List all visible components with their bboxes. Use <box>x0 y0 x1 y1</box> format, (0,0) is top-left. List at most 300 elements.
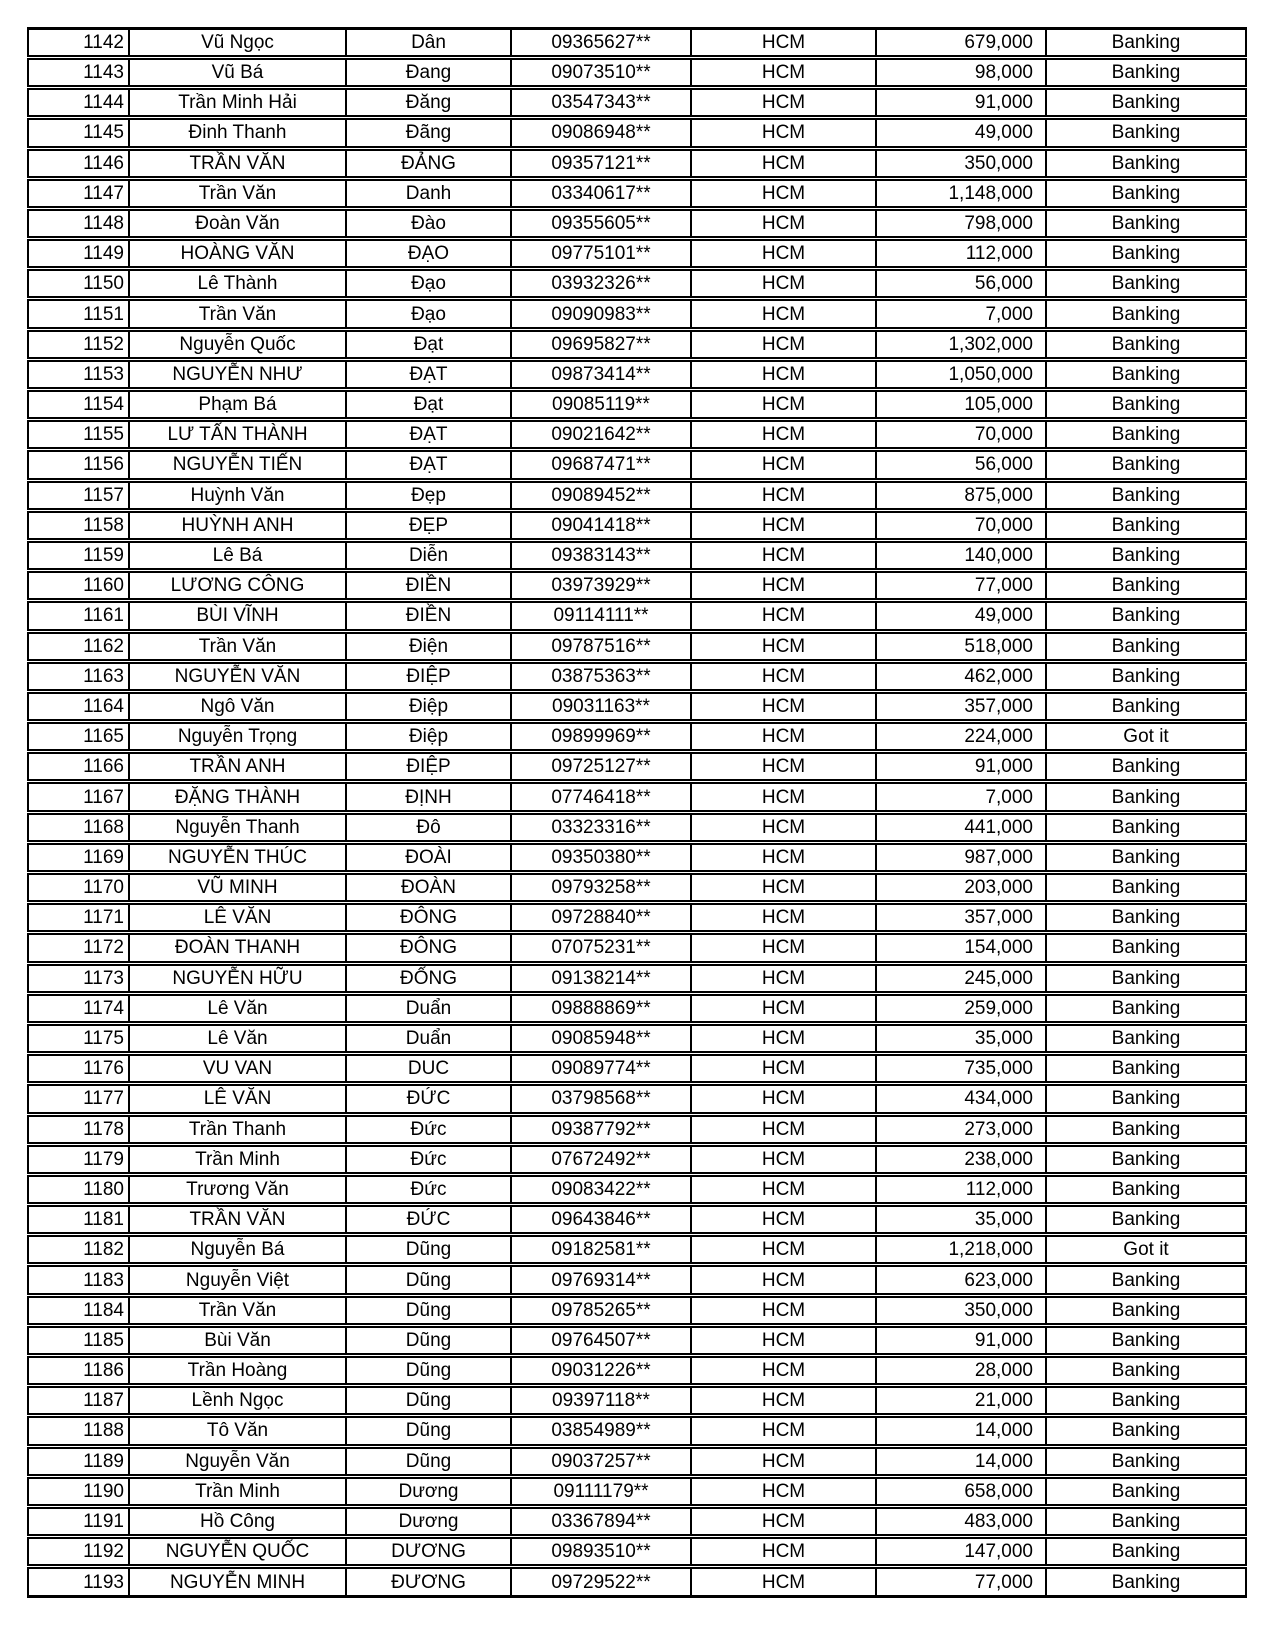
cell-last-name: Điện <box>346 631 511 661</box>
cell-first-name: Tô Văn <box>129 1416 346 1446</box>
cell-last-name: Diễn <box>346 540 511 570</box>
table-row <box>28 903 1246 933</box>
cell-phone: 09729522** <box>511 1567 691 1597</box>
cell-id: 1168 <box>28 812 129 842</box>
cell-amount: 21,000 <box>876 1386 1046 1416</box>
cell-last-name: Đạt <box>346 390 511 420</box>
cell-amount: 238,000 <box>876 1144 1046 1174</box>
cell-amount: 105,000 <box>876 390 1046 420</box>
cell-amount: 77,000 <box>876 1567 1046 1597</box>
table-row <box>28 873 1246 903</box>
cell-city: HCM <box>691 1144 876 1174</box>
cell-amount: 14,000 <box>876 1446 1046 1476</box>
cell-phone: 09873414** <box>511 359 691 389</box>
cell-id: 1145 <box>28 118 129 148</box>
table-row <box>28 57 1246 87</box>
table-row <box>28 148 1246 178</box>
cell-phone: 09138214** <box>511 963 691 993</box>
cell-amount: 35,000 <box>876 1205 1046 1235</box>
cell-city: HCM <box>691 1446 876 1476</box>
table-row <box>28 812 1246 842</box>
cell-id: 1171 <box>28 903 129 933</box>
cell-last-name: Danh <box>346 178 511 208</box>
cell-id: 1165 <box>28 722 129 752</box>
cell-phone: 09397118** <box>511 1386 691 1416</box>
cell-id: 1157 <box>28 480 129 510</box>
cell-city: HCM <box>691 1174 876 1204</box>
cell-city: HCM <box>691 1386 876 1416</box>
cell-city: HCM <box>691 1416 876 1446</box>
table-row <box>28 1023 1246 1053</box>
cell-first-name: TRẦN VĂN <box>129 1205 346 1235</box>
cell-id: 1181 <box>28 1205 129 1235</box>
cell-first-name: Trần Văn <box>129 178 346 208</box>
cell-status: Banking <box>1046 239 1246 269</box>
cell-id: 1142 <box>28 29 129 58</box>
cell-status: Banking <box>1046 329 1246 359</box>
cell-phone: 03798568** <box>511 1084 691 1114</box>
cell-amount: 658,000 <box>876 1476 1046 1506</box>
cell-city: HCM <box>691 510 876 540</box>
cell-id: 1167 <box>28 782 129 812</box>
cell-city: HCM <box>691 1054 876 1084</box>
cell-city: HCM <box>691 571 876 601</box>
cell-first-name: Đinh Thanh <box>129 118 346 148</box>
cell-first-name: Ngô Văn <box>129 691 346 721</box>
cell-phone: 09037257** <box>511 1446 691 1476</box>
cell-amount: 56,000 <box>876 450 1046 480</box>
cell-city: HCM <box>691 118 876 148</box>
cell-last-name: ĐIỆP <box>346 752 511 782</box>
cell-first-name: Bùi Văn <box>129 1325 346 1355</box>
cell-phone: 09355605** <box>511 208 691 238</box>
cell-amount: 735,000 <box>876 1054 1046 1084</box>
cell-phone: 09769314** <box>511 1265 691 1295</box>
cell-phone: 09728840** <box>511 903 691 933</box>
cell-amount: 623,000 <box>876 1265 1046 1295</box>
cell-last-name: Điệp <box>346 691 511 721</box>
cell-phone: 03323316** <box>511 812 691 842</box>
cell-status: Banking <box>1046 1205 1246 1235</box>
cell-id: 1190 <box>28 1476 129 1506</box>
cell-first-name: TRẦN VĂN <box>129 148 346 178</box>
cell-id: 1193 <box>28 1567 129 1597</box>
cell-id: 1149 <box>28 239 129 269</box>
cell-last-name: Đăng <box>346 88 511 118</box>
cell-last-name: Đang <box>346 57 511 87</box>
cell-id: 1162 <box>28 631 129 661</box>
cell-phone: 09775101** <box>511 239 691 269</box>
cell-phone: 09899969** <box>511 722 691 752</box>
table-row <box>28 1506 1246 1536</box>
cell-status: Banking <box>1046 631 1246 661</box>
cell-id: 1154 <box>28 390 129 420</box>
cell-first-name: Trương Văn <box>129 1174 346 1204</box>
cell-amount: 147,000 <box>876 1537 1046 1567</box>
table-row <box>28 329 1246 359</box>
cell-city: HCM <box>691 450 876 480</box>
cell-last-name: Dũng <box>346 1356 511 1386</box>
table-row <box>28 1235 1246 1265</box>
cell-phone: 09073510** <box>511 57 691 87</box>
cell-status: Banking <box>1046 510 1246 540</box>
table-row <box>28 510 1246 540</box>
cell-status: Banking <box>1046 1537 1246 1567</box>
cell-last-name: ĐẠT <box>346 359 511 389</box>
cell-id: 1172 <box>28 933 129 963</box>
cell-first-name: Trần Hoàng <box>129 1356 346 1386</box>
cell-amount: 7,000 <box>876 299 1046 329</box>
cell-first-name: HUỲNH ANH <box>129 510 346 540</box>
cell-phone: 09041418** <box>511 510 691 540</box>
cell-id: 1183 <box>28 1265 129 1295</box>
cell-city: HCM <box>691 29 876 58</box>
cell-id: 1175 <box>28 1023 129 1053</box>
cell-id: 1179 <box>28 1144 129 1174</box>
cell-status: Banking <box>1046 1174 1246 1204</box>
cell-phone: 07746418** <box>511 782 691 812</box>
cell-amount: 1,148,000 <box>876 178 1046 208</box>
cell-status: Banking <box>1046 1386 1246 1416</box>
cell-amount: 112,000 <box>876 239 1046 269</box>
cell-id: 1147 <box>28 178 129 208</box>
cell-last-name: Dũng <box>346 1446 511 1476</box>
cell-status: Banking <box>1046 420 1246 450</box>
cell-id: 1192 <box>28 1537 129 1567</box>
cell-status: Banking <box>1046 1144 1246 1174</box>
cell-last-name: ĐƯƠNG <box>346 1567 511 1597</box>
cell-city: HCM <box>691 782 876 812</box>
table-row <box>28 1325 1246 1355</box>
cell-amount: 483,000 <box>876 1506 1046 1536</box>
cell-last-name: ĐỐNG <box>346 963 511 993</box>
cell-first-name: TRẦN ANH <box>129 752 346 782</box>
cell-last-name: Dũng <box>346 1235 511 1265</box>
cell-last-name: ĐIỆP <box>346 661 511 691</box>
cell-status: Banking <box>1046 1114 1246 1144</box>
cell-amount: 245,000 <box>876 963 1046 993</box>
cell-status: Banking <box>1046 1476 1246 1506</box>
cell-first-name: LƯ TẤN THÀNH <box>129 420 346 450</box>
cell-phone: 09785265** <box>511 1295 691 1325</box>
cell-city: HCM <box>691 752 876 782</box>
cell-first-name: Huỳnh Văn <box>129 480 346 510</box>
cell-city: HCM <box>691 963 876 993</box>
cell-last-name: Duẩn <box>346 993 511 1023</box>
cell-city: HCM <box>691 842 876 872</box>
cell-id: 1152 <box>28 329 129 359</box>
cell-last-name: ĐỨC <box>346 1205 511 1235</box>
cell-id: 1164 <box>28 691 129 721</box>
cell-first-name: Nguyễn Việt <box>129 1265 346 1295</box>
cell-first-name: NGUYỄN TIẾN <box>129 450 346 480</box>
cell-first-name: Trần Thanh <box>129 1114 346 1144</box>
cell-phone: 03973929** <box>511 571 691 601</box>
cell-amount: 434,000 <box>876 1084 1046 1114</box>
table-row <box>28 963 1246 993</box>
cell-status: Banking <box>1046 269 1246 299</box>
cell-id: 1159 <box>28 540 129 570</box>
cell-last-name: Đức <box>346 1114 511 1144</box>
cell-amount: 679,000 <box>876 29 1046 58</box>
cell-first-name: Trần Minh <box>129 1144 346 1174</box>
cell-id: 1173 <box>28 963 129 993</box>
cell-phone: 09031226** <box>511 1356 691 1386</box>
cell-phone: 03340617** <box>511 178 691 208</box>
records-table <box>27 27 1247 1598</box>
cell-amount: 14,000 <box>876 1416 1046 1446</box>
cell-last-name: ĐÔNG <box>346 933 511 963</box>
cell-amount: 91,000 <box>876 752 1046 782</box>
cell-id: 1166 <box>28 752 129 782</box>
cell-last-name: Điệp <box>346 722 511 752</box>
cell-status: Banking <box>1046 480 1246 510</box>
cell-id: 1161 <box>28 601 129 631</box>
cell-city: HCM <box>691 1506 876 1536</box>
cell-city: HCM <box>691 1205 876 1235</box>
cell-phone: 03875363** <box>511 661 691 691</box>
cell-first-name: Hồ Công <box>129 1506 346 1536</box>
cell-status: Banking <box>1046 1084 1246 1114</box>
cell-id: 1150 <box>28 269 129 299</box>
table-row <box>28 239 1246 269</box>
cell-first-name: Trần Văn <box>129 299 346 329</box>
cell-last-name: Đạo <box>346 299 511 329</box>
cell-first-name: Trần Minh Hải <box>129 88 346 118</box>
cell-city: HCM <box>691 1084 876 1114</box>
cell-first-name: Vũ Bá <box>129 57 346 87</box>
cell-id: 1151 <box>28 299 129 329</box>
cell-amount: 441,000 <box>876 812 1046 842</box>
table-row <box>28 1416 1246 1446</box>
table-row <box>28 359 1246 389</box>
cell-amount: 56,000 <box>876 269 1046 299</box>
cell-phone: 09114111** <box>511 601 691 631</box>
cell-phone: 09021642** <box>511 420 691 450</box>
cell-last-name: ĐỊNH <box>346 782 511 812</box>
table-row <box>28 178 1246 208</box>
cell-amount: 35,000 <box>876 1023 1046 1053</box>
table-row <box>28 540 1246 570</box>
table-row <box>28 691 1246 721</box>
cell-id: 1178 <box>28 1114 129 1144</box>
cell-city: HCM <box>691 631 876 661</box>
cell-city: HCM <box>691 1356 876 1386</box>
cell-phone: 09031163** <box>511 691 691 721</box>
cell-last-name: Dương <box>346 1476 511 1506</box>
cell-first-name: Đoàn Văn <box>129 208 346 238</box>
table-row <box>28 571 1246 601</box>
cell-status: Got it <box>1046 1235 1246 1265</box>
cell-last-name: ĐOÀN <box>346 873 511 903</box>
cell-first-name: LÊ VĂN <box>129 1084 346 1114</box>
cell-status: Banking <box>1046 540 1246 570</box>
cell-phone: 09725127** <box>511 752 691 782</box>
cell-last-name: ĐOÀI <box>346 842 511 872</box>
cell-last-name: Đãng <box>346 118 511 148</box>
cell-status: Banking <box>1046 842 1246 872</box>
cell-first-name: Trần Minh <box>129 1476 346 1506</box>
cell-first-name: Lê Bá <box>129 540 346 570</box>
table-row <box>28 631 1246 661</box>
cell-phone: 09085119** <box>511 390 691 420</box>
cell-amount: 77,000 <box>876 571 1046 601</box>
cell-status: Banking <box>1046 691 1246 721</box>
cell-status: Banking <box>1046 1054 1246 1084</box>
cell-phone: 09086948** <box>511 118 691 148</box>
cell-amount: 875,000 <box>876 480 1046 510</box>
cell-last-name: ĐẠO <box>346 239 511 269</box>
cell-first-name: NGUYỄN NHƯ <box>129 359 346 389</box>
cell-amount: 49,000 <box>876 118 1046 148</box>
cell-amount: 462,000 <box>876 661 1046 691</box>
cell-first-name: ĐẶNG THÀNH <box>129 782 346 812</box>
cell-phone: 09764507** <box>511 1325 691 1355</box>
cell-status: Banking <box>1046 1023 1246 1053</box>
cell-phone: 09089774** <box>511 1054 691 1084</box>
cell-status: Banking <box>1046 1295 1246 1325</box>
table-row <box>28 208 1246 238</box>
cell-first-name: Lê Văn <box>129 993 346 1023</box>
table-row <box>28 29 1246 58</box>
cell-city: HCM <box>691 903 876 933</box>
cell-status: Banking <box>1046 933 1246 963</box>
cell-status: Banking <box>1046 1416 1246 1446</box>
cell-last-name: Đạo <box>346 269 511 299</box>
cell-last-name: Dân <box>346 29 511 58</box>
cell-first-name: Nguyễn Trọng <box>129 722 346 752</box>
cell-id: 1148 <box>28 208 129 238</box>
table-row <box>28 1205 1246 1235</box>
cell-id: 1176 <box>28 1054 129 1084</box>
cell-status: Banking <box>1046 118 1246 148</box>
cell-city: HCM <box>691 1023 876 1053</box>
cell-id: 1180 <box>28 1174 129 1204</box>
cell-first-name: Lềnh Ngọc <box>129 1386 346 1416</box>
table-row <box>28 661 1246 691</box>
cell-status: Got it <box>1046 722 1246 752</box>
cell-status: Banking <box>1046 812 1246 842</box>
cell-last-name: Dũng <box>346 1265 511 1295</box>
cell-phone: 09383143** <box>511 540 691 570</box>
cell-amount: 70,000 <box>876 510 1046 540</box>
cell-first-name: VŨ MINH <box>129 873 346 903</box>
cell-phone: 09687471** <box>511 450 691 480</box>
cell-city: HCM <box>691 1295 876 1325</box>
cell-id: 1177 <box>28 1084 129 1114</box>
cell-amount: 798,000 <box>876 208 1046 238</box>
cell-id: 1143 <box>28 57 129 87</box>
cell-city: HCM <box>691 359 876 389</box>
cell-status: Banking <box>1046 1356 1246 1386</box>
cell-city: HCM <box>691 57 876 87</box>
table-row <box>28 390 1246 420</box>
cell-phone: 09893510** <box>511 1537 691 1567</box>
table-row <box>28 1054 1246 1084</box>
table-row <box>28 88 1246 118</box>
cell-id: 1182 <box>28 1235 129 1265</box>
cell-last-name: ĐÔNG <box>346 903 511 933</box>
cell-first-name: Lê Văn <box>129 1023 346 1053</box>
cell-first-name: Nguyễn Thanh <box>129 812 346 842</box>
cell-status: Banking <box>1046 752 1246 782</box>
cell-city: HCM <box>691 269 876 299</box>
table-row <box>28 601 1246 631</box>
cell-status: Banking <box>1046 178 1246 208</box>
cell-first-name: HOÀNG VĂN <box>129 239 346 269</box>
cell-city: HCM <box>691 1114 876 1144</box>
cell-id: 1186 <box>28 1356 129 1386</box>
cell-last-name: Đô <box>346 812 511 842</box>
cell-city: HCM <box>691 88 876 118</box>
cell-city: HCM <box>691 1235 876 1265</box>
cell-city: HCM <box>691 239 876 269</box>
table-row <box>28 842 1246 872</box>
table-row <box>28 752 1246 782</box>
cell-amount: 987,000 <box>876 842 1046 872</box>
cell-phone: 09695827** <box>511 329 691 359</box>
cell-status: Banking <box>1046 903 1246 933</box>
cell-city: HCM <box>691 993 876 1023</box>
cell-first-name: Lê Thành <box>129 269 346 299</box>
cell-phone: 03547343** <box>511 88 691 118</box>
cell-id: 1158 <box>28 510 129 540</box>
table-row <box>28 1144 1246 1174</box>
cell-id: 1185 <box>28 1325 129 1355</box>
cell-amount: 140,000 <box>876 540 1046 570</box>
cell-phone: 07672492** <box>511 1144 691 1174</box>
table-row <box>28 420 1246 450</box>
cell-last-name: Đẹp <box>346 480 511 510</box>
cell-phone: 09111179** <box>511 1476 691 1506</box>
cell-first-name: Phạm Bá <box>129 390 346 420</box>
cell-status: Banking <box>1046 208 1246 238</box>
cell-phone: 09793258** <box>511 873 691 903</box>
table-row <box>28 1356 1246 1386</box>
cell-amount: 203,000 <box>876 873 1046 903</box>
cell-status: Banking <box>1046 359 1246 389</box>
cell-amount: 350,000 <box>876 1295 1046 1325</box>
cell-phone: 07075231** <box>511 933 691 963</box>
cell-amount: 49,000 <box>876 601 1046 631</box>
cell-first-name: NGUYỄN VĂN <box>129 661 346 691</box>
cell-status: Banking <box>1046 1567 1246 1597</box>
cell-city: HCM <box>691 1537 876 1567</box>
cell-amount: 350,000 <box>876 148 1046 178</box>
cell-last-name: ĐIỀN <box>346 601 511 631</box>
cell-status: Banking <box>1046 661 1246 691</box>
cell-status: Banking <box>1046 601 1246 631</box>
cell-city: HCM <box>691 480 876 510</box>
cell-status: Banking <box>1046 782 1246 812</box>
cell-first-name: Nguyễn Văn <box>129 1446 346 1476</box>
cell-status: Banking <box>1046 450 1246 480</box>
cell-amount: 259,000 <box>876 993 1046 1023</box>
cell-last-name: DUC <box>346 1054 511 1084</box>
cell-amount: 91,000 <box>876 88 1046 118</box>
cell-city: HCM <box>691 329 876 359</box>
table-row <box>28 1084 1246 1114</box>
cell-phone: 03367894** <box>511 1506 691 1536</box>
cell-phone: 09365627** <box>511 29 691 58</box>
cell-first-name: NGUYỄN HỮU <box>129 963 346 993</box>
cell-amount: 1,050,000 <box>876 359 1046 389</box>
cell-phone: 09182581** <box>511 1235 691 1265</box>
cell-city: HCM <box>691 812 876 842</box>
table-row <box>28 1295 1246 1325</box>
cell-first-name: LÊ VĂN <box>129 903 346 933</box>
cell-id: 1187 <box>28 1386 129 1416</box>
